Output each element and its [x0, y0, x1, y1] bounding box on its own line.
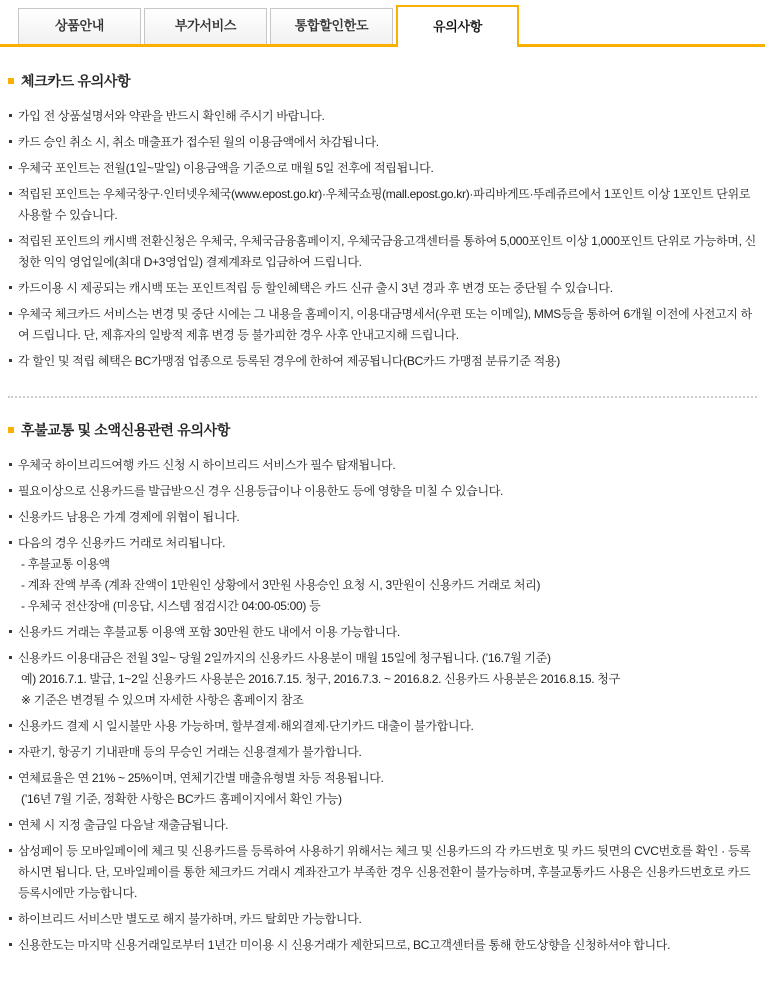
notice-text: 신용한도는 마지막 신용거래일로부터 1년간 미이용 시 신용거래가 제한되므로, BC고객센터를 통해 한도상향을 신청하셔야 합니다.	[18, 938, 671, 952]
notice-text: 가입 전 상품설명서와 약관을 반드시 확인해 주시기 바랍니다.	[18, 109, 325, 123]
notice-text: 각 할인 및 적립 혜택은 BC가맹점 업종으로 등록된 경우에 한하여 제공됩니다(BC카드 가맹점 분류기준 적용)	[18, 354, 560, 368]
notice-text: 신용카드 결제 시 일시불만 사용 가능하며, 할부결제·해외결제·단기카드 대출이 불가합니다.	[18, 719, 474, 733]
orange-square-bullet-icon	[8, 427, 14, 433]
tab-row	[0, 5, 765, 44]
notice-text: 적립된 포인트는 우체국창구·인터넷우체국(www.epost.go.kr)·우체국쇼핑(mall.epost.go.kr)·파리바게뜨·뚜레쥬르에서 1포인트 이상 1포인트 단위로 사용할 수 있습니다.	[18, 187, 751, 222]
tab-product-guide[interactable]: 상품안내	[18, 8, 141, 44]
notice-subtext: ※ 기준은 변경될 수 있으며 자세한 사항은 홈페이지 참조	[21, 693, 304, 707]
tab-total-discount-limit[interactable]: 통합할인한도	[270, 8, 393, 44]
notice-text: 우체국 하이브리드여행 카드 신청 시 하이브리드 서비스가 필수 탑재됩니다.	[18, 458, 396, 472]
section-title-text: 후불교통 및 소액신용관련 유의사항	[21, 422, 231, 438]
notice-text: 다음의 경우 신용카드 거래로 처리됩니다.	[18, 536, 226, 550]
notice-text: 자판기, 항공기 기내판매 등의 무승인 거래는 신용결제가 불가합니다.	[18, 745, 362, 759]
notice-item	[8, 184, 757, 226]
notice-text: 신용카드 남용은 가계 경제에 위협이 됩니다.	[18, 510, 240, 524]
notice-item	[8, 716, 757, 737]
tab-additional-services[interactable]: 부가서비스	[144, 8, 267, 44]
notice-item	[8, 481, 757, 502]
notice-item	[8, 768, 757, 810]
notice-item	[8, 158, 757, 179]
notice-item	[8, 841, 757, 904]
notice-item	[8, 815, 757, 836]
notice-subtext: - 계좌 잔액 부족 (계좌 잔액이 1만원인 상황에서 3만원 사용승인 요청 시, 3만원이 신용카드 거래로 처리)	[21, 578, 541, 592]
notice-item	[8, 106, 757, 127]
notice-item	[8, 351, 757, 372]
section-divider	[8, 396, 757, 398]
tab-underline	[0, 44, 765, 47]
notice-item	[8, 533, 757, 617]
notice-text: 필요이상으로 신용카드를 발급받으신 경우 신용등급이나 이용한도 등에 영향을 미칠 수 있습니다.	[18, 484, 504, 498]
section-title-text: 체크카드 유의사항	[21, 73, 131, 89]
notice-item	[8, 622, 757, 643]
content	[0, 47, 765, 981]
notice-item	[8, 132, 757, 153]
notice-subtext: 예) 2016.7.1. 발급, 1~2일 신용카드 사용분은 2016.7.15. 청구, 2016.7.3. ~ 2016.8.2. 신용카드 사용분은 2016.8.15. 청구	[21, 672, 620, 686]
notice-item	[8, 648, 757, 711]
notice-item	[8, 935, 757, 956]
section-check-card-notices	[8, 71, 757, 372]
notice-item	[8, 507, 757, 528]
notice-item	[8, 455, 757, 476]
notice-text: 신용카드 거래는 후불교통 이용액 포함 30만원 한도 내에서 이용 가능합니다.	[18, 625, 400, 639]
notice-text: 우체국 포인트는 전월(1일~말일) 이용금액을 기준으로 매월 5일 전후에 적립됩니다.	[18, 161, 434, 175]
notice-text: 신용카드 이용대금은 전월 3일~ 당월 2일까지의 신용카드 사용분이 매월 15일에 청구됩니다. (’16.7월 기준)	[18, 651, 551, 665]
notice-list	[8, 455, 757, 956]
tab-notices[interactable]: 유의사항	[396, 5, 519, 47]
notice-subtext: - 후불교통 이용액	[21, 557, 110, 571]
notice-text: 삼성페이 등 모바일페이에 체크 및 신용카드를 등록하여 사용하기 위해서는 체크 및 신용카드의 각 카드번호 및 카드 뒷면의 CVC번호를 확인 · 등록하시면 됩니다. 단, 모바일페이를 통한 체크카드 거래시 계좌잔고가 부족한 경우 신용전환이 불가능하며, 후불교통카드 사용은 신용카드번호로 카드 등록시에만 가능합니다.	[18, 844, 751, 900]
notice-subtext: - 우체국 전산장애 (미응답, 시스템 점검시간 04:00-05:00) 등	[21, 599, 321, 613]
notice-item	[8, 742, 757, 763]
notice-text: 우체국 체크카드 서비스는 변경 및 중단 시에는 그 내용을 홈페이지, 이용대금명세서(우편 또는 이메일), MMS등을 통하여 6개월 이전에 사전고지 하여 드립니다. 단, 제휴자의 일방적 제휴 변경 등 불가피한 경우 사후 안내고지해 드립니다.	[18, 307, 752, 342]
notice-item	[8, 304, 757, 346]
notice-text: 카드 승인 취소 시, 취소 매출표가 접수된 월의 이용금액에서 차감됩니다.	[18, 135, 379, 149]
tab-bar	[0, 0, 765, 47]
notice-item	[8, 278, 757, 299]
section-postpaid-transit-credit-notices	[8, 420, 757, 956]
notice-text: 연체료율은 연 21% ~ 25%이며, 연체기간별 매출유형별 차등 적용됩니다.	[18, 771, 384, 785]
notice-text: 적립된 포인트의 캐시백 전환신청은 우체국, 우체국금융홈페이지, 우체국금융고객센터를 통하여 5,000포인트 이상 1,000포인트 단위로 가능하며, 신청한 익익 영업일에(최대 D+3영업일) 결제계좌로 입금하여 드립니다.	[18, 234, 756, 269]
notice-text: 카드이용 시 제공되는 캐시백 또는 포인트적립 등 할인혜택은 카드 신규 출시 3년 경과 후 변경 또는 중단될 수 있습니다.	[18, 281, 613, 295]
notice-subtext: (’16년 7월 기준, 정확한 사항은 BC카드 홈페이지에서 확인 가능)	[21, 792, 342, 806]
section-title	[8, 71, 757, 91]
notice-list	[8, 106, 757, 372]
notice-item	[8, 231, 757, 273]
section-title	[8, 420, 757, 440]
notice-text: 연체 시 지정 출금일 다음날 재출금됩니다.	[18, 818, 229, 832]
notice-text: 하이브리드 서비스만 별도로 해지 불가하며, 카드 탈회만 가능합니다.	[18, 912, 362, 926]
orange-square-bullet-icon	[8, 78, 14, 84]
